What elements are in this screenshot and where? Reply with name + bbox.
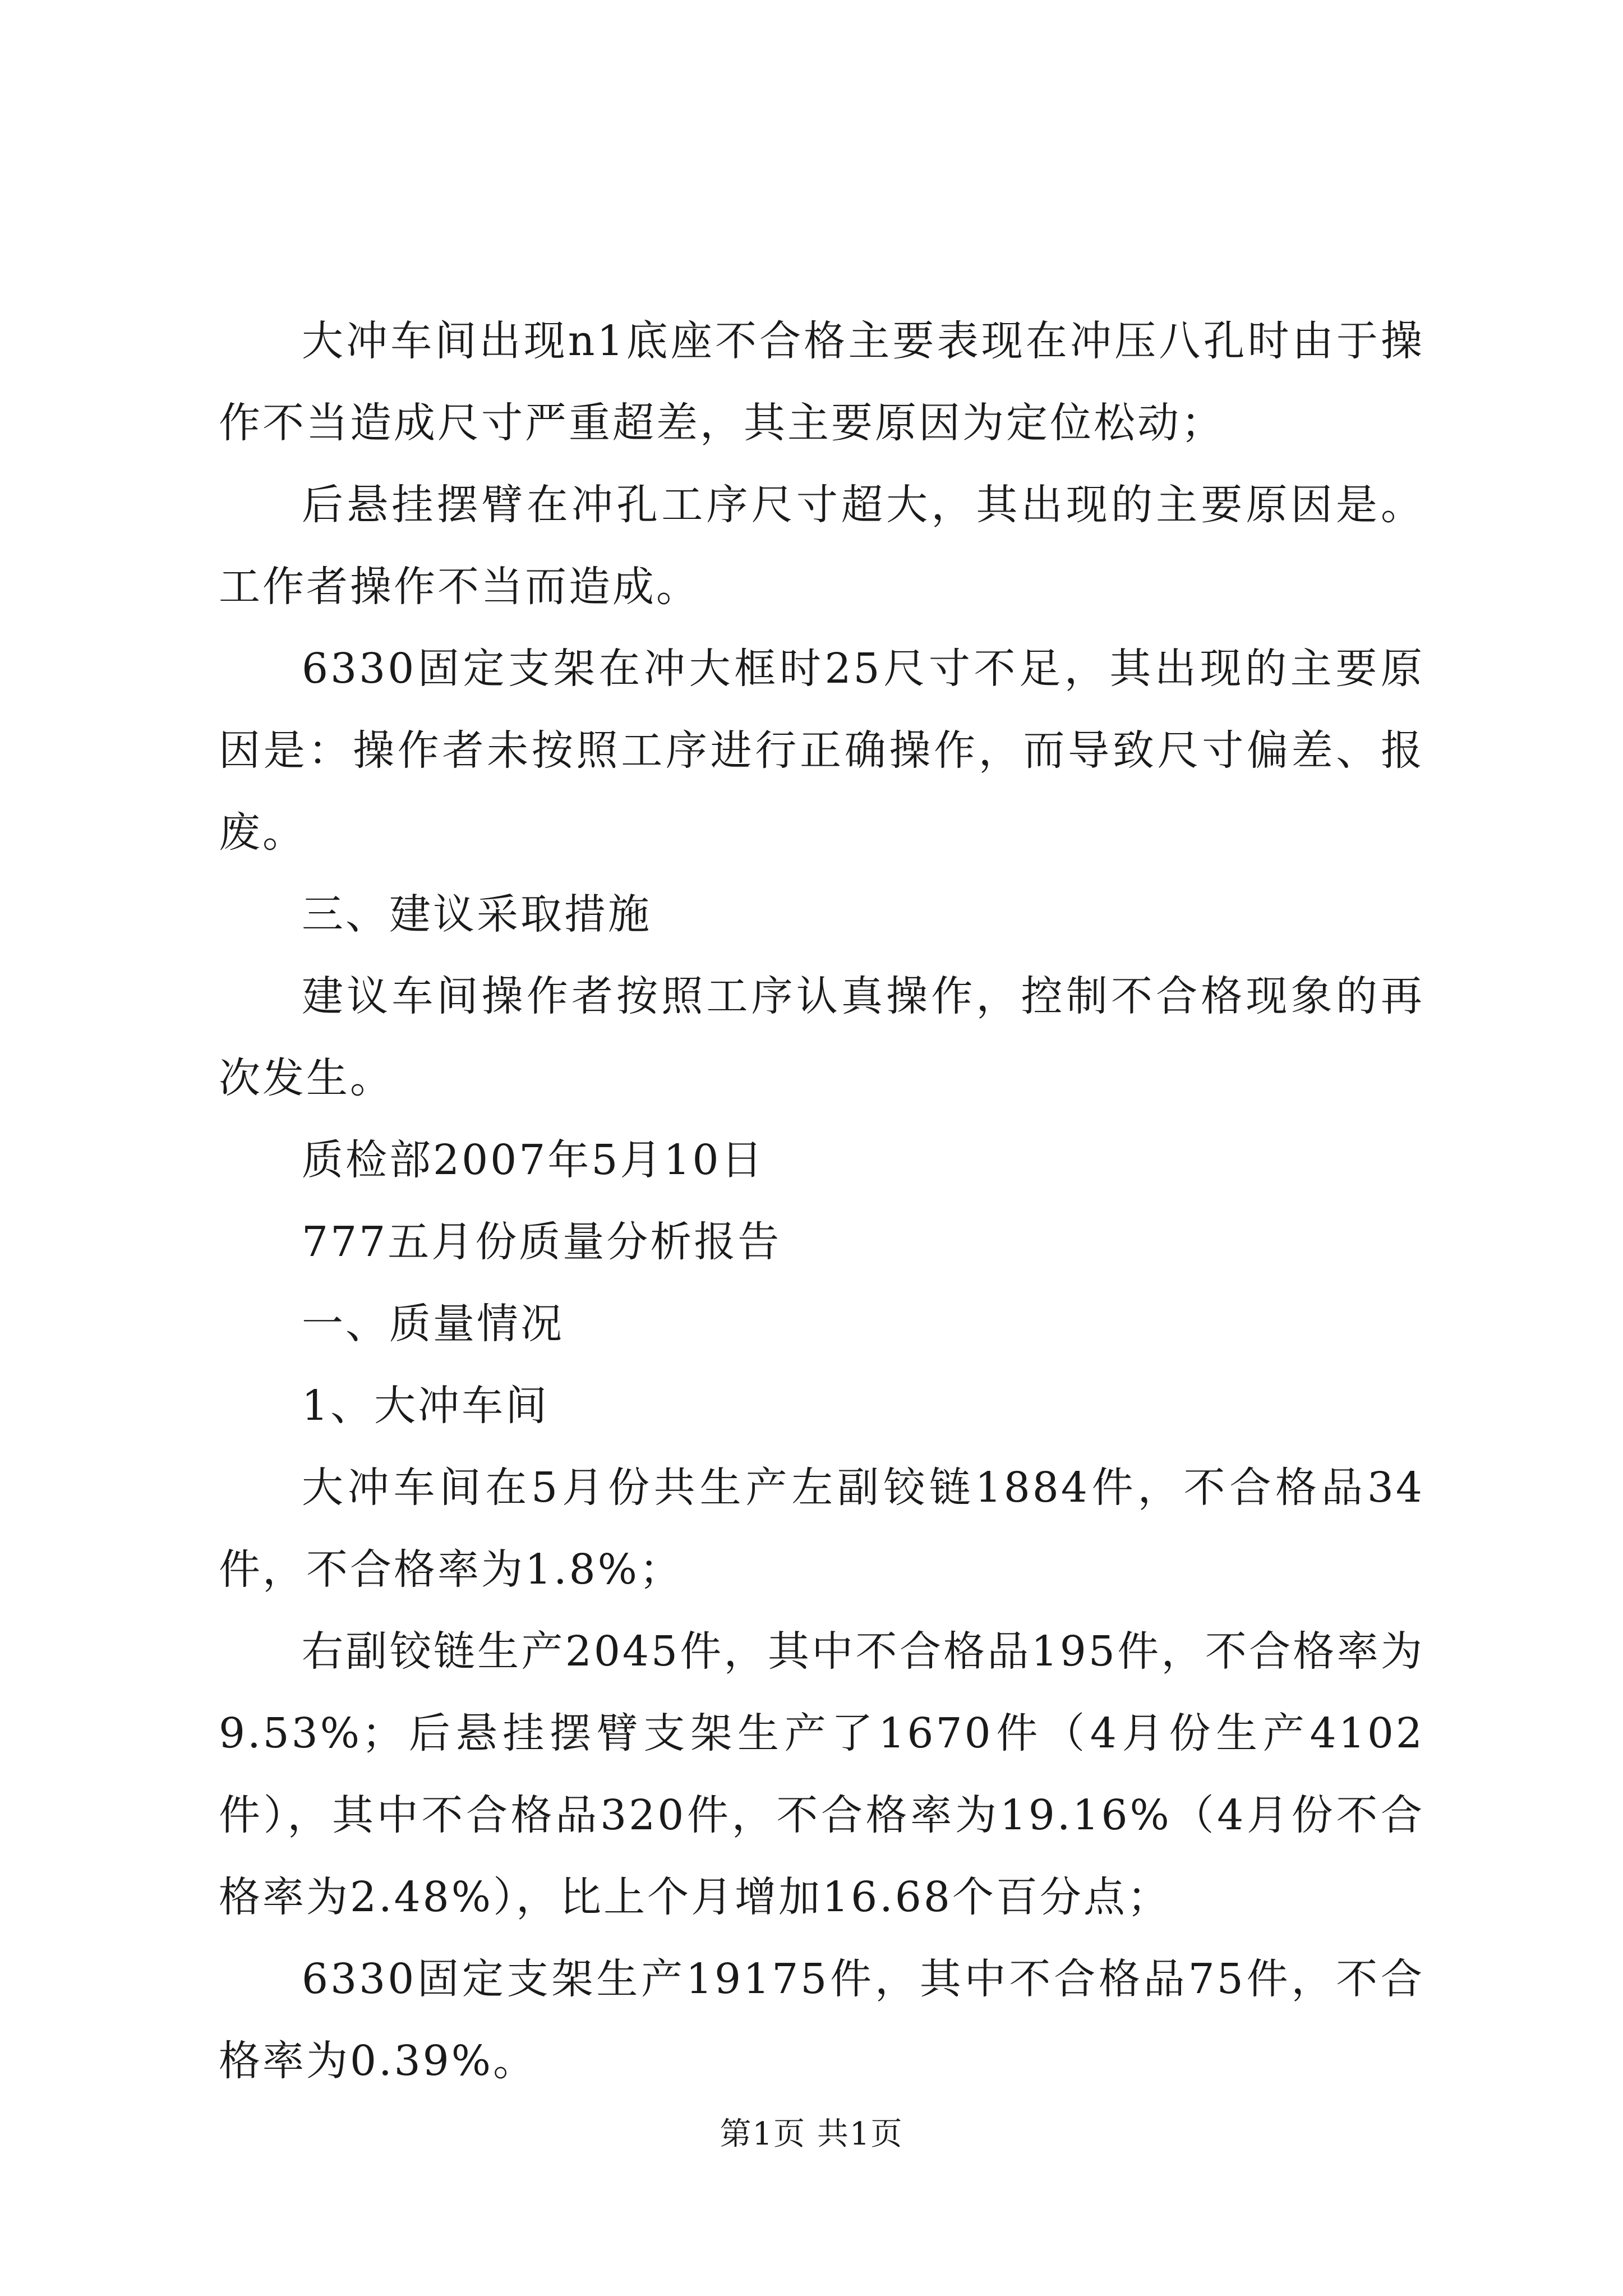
paragraph-right-hinge: 右副铰链生产2045件，其中不合格品195件，不合格率为9.53%；后悬挂摆臂支架生产了1670件（4月份生产4102件），其中不合格品320件，不合格率为19.16%（4月份不合格率为2.48%），比上个月增加16.68个百分点； xyxy=(219,1627,1424,1921)
paragraph-rear-arm-defect: 后悬挂摆臂在冲孔工序尺寸超大，其出现的主要原因是。工作者操作不当而造成。 xyxy=(219,481,1424,611)
section-heading-quality: 一、质量情况 xyxy=(302,1300,564,1348)
signature-date: 质检部2007年5月10日 xyxy=(302,1136,765,1184)
document-body xyxy=(219,300,1424,2102)
page-footer: 第1页 共1页 xyxy=(720,2116,903,2152)
paragraph-bracket-defect: 6330固定支架在冲大框时25尺寸不足，其出现的主要原因是：操作者未按照工序进行正确操作，而导致尺寸偏差、报废。 xyxy=(219,645,1424,857)
section-heading-measures: 三、建议采取措施 xyxy=(302,890,652,938)
paragraph-left-hinge: 大冲车间在5月份共生产左副铰链1884件，不合格品34件，不合格率为1.8%； xyxy=(219,1464,1424,1594)
paragraph-fixed-bracket: 6330固定支架生产19175件，其中不合格品75件，不合格率为0.39%。 xyxy=(219,1955,1424,2085)
paragraph-recommendation: 建议车间操作者按照工序认真操作，控制不合格现象的再次发生。 xyxy=(219,972,1424,1102)
subsection-heading-workshop: 1、大冲车间 xyxy=(302,1382,550,1430)
paragraph-defect-base: 大冲车间出现n1底座不合格主要表现在冲压八孔时由于操作不当造成尺寸严重超差，其主要原因为定位松动； xyxy=(219,317,1424,447)
report-title: 777五月份质量分析报告 xyxy=(302,1218,782,1266)
